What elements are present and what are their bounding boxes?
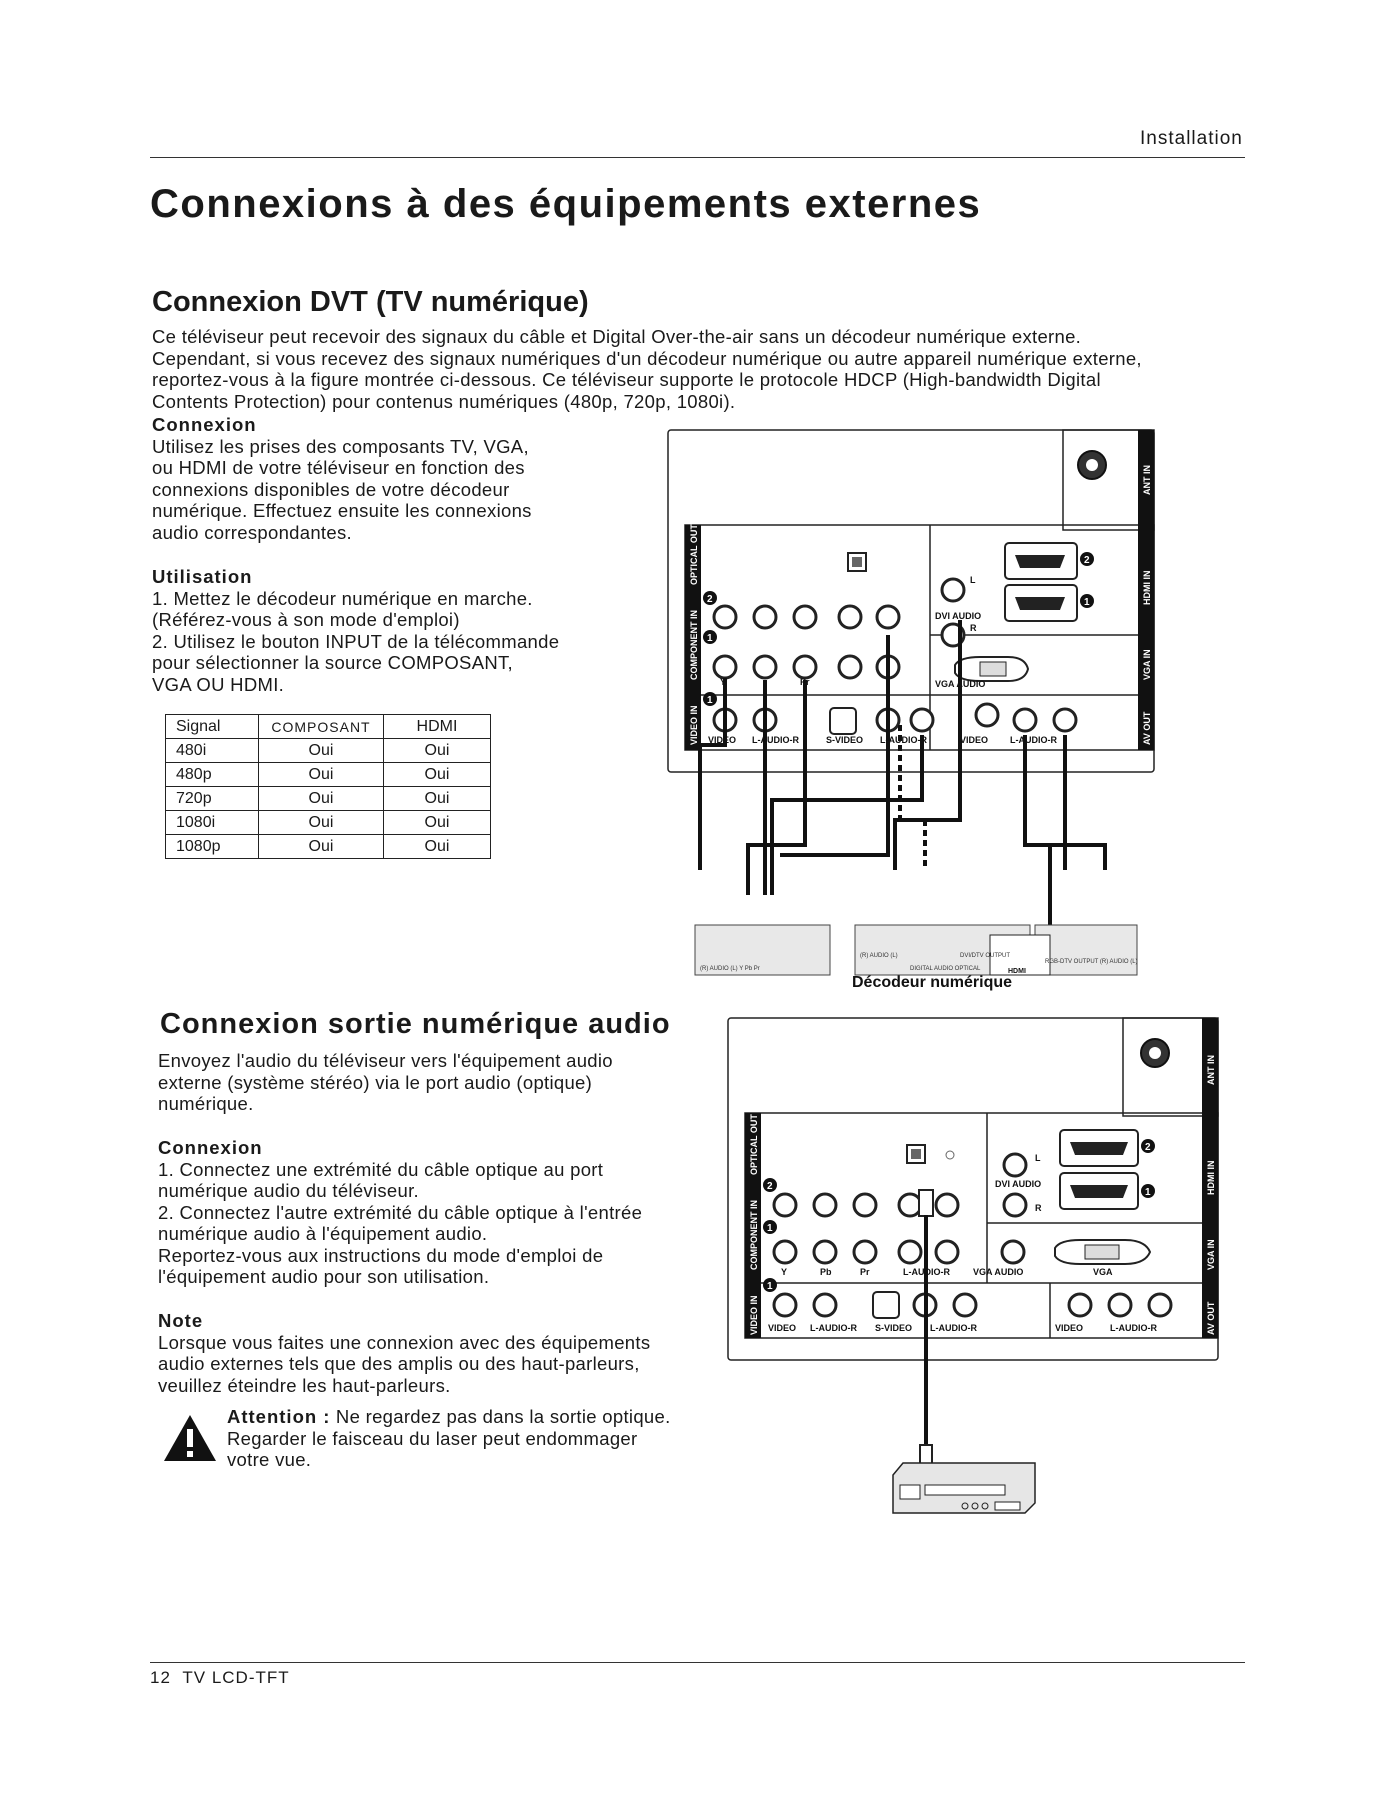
badge-1: 1 [1084, 597, 1090, 608]
video-label: VIDEO [768, 1323, 797, 1333]
av-out-label: AV OUT [1142, 711, 1152, 745]
dvi-audio-label: DVI AUDIO [995, 1179, 1042, 1189]
audio-connexion-line: numérique audio à l'équipement audio. [158, 1223, 488, 1244]
dvt-utilisation-line: 2. Utilisez le bouton INPUT de la télécommande [152, 630, 560, 652]
diagram-caption: Décodeur numérique [852, 974, 1013, 991]
dvt-intro-line: Ce téléviseur peut recevoir des signaux du câble et Digital Over-the-air sans un décodeur numérique externe. [152, 326, 1082, 347]
attention-label: Attention : [227, 1406, 331, 1427]
badge-1: 1 [707, 695, 713, 706]
dvt-connexion-line: ou HDMI de votre téléviseur en fonction des [152, 457, 525, 478]
attention-block [227, 1406, 727, 1471]
optical-cable [919, 1190, 933, 1495]
warning-icon [162, 1413, 218, 1463]
table-row [166, 739, 491, 763]
audio-note [158, 1310, 718, 1396]
comp-box-label: (R) AUDIO (L) Y Pb Pr [700, 966, 760, 972]
table-header-cell: Signal [166, 715, 259, 739]
audio-heading: Connexion sortie numérique audio [160, 1008, 671, 1040]
note-line: Lorsque vous faites une connexion avec des équipements [158, 1331, 651, 1353]
header-rule [150, 157, 1245, 158]
table-cell: Oui [384, 763, 491, 787]
signal-table [165, 714, 491, 859]
s-video-label: S-VIDEO [826, 735, 864, 745]
table-row [166, 835, 491, 859]
rgb-box-label: RGB-DTV OUTPUT (R) AUDIO (L) [1045, 959, 1138, 965]
hdmi-box-label: HDMI [1008, 968, 1026, 975]
dvi-box-output-label: DVI/DTV OUTPUT [960, 953, 1011, 959]
table-cell: 1080i [166, 811, 259, 835]
dvt-connexion [152, 414, 622, 543]
ant-in-label: ANT IN [1206, 1055, 1216, 1085]
table-header-cell: HDMI [384, 715, 491, 739]
audio-connexion-line: numérique audio du téléviseur. [158, 1180, 419, 1201]
av-out-label: AV OUT [1206, 1301, 1216, 1335]
dvt-utilisation-line: pour sélectionner la source COMPOSANT, [152, 652, 513, 673]
table-cell: Oui [384, 787, 491, 811]
component-in-label: COMPONENT IN [689, 609, 699, 680]
dvi-box-audio-label: (R) AUDIO (L) [860, 953, 898, 959]
pr-label: Pr [800, 677, 810, 687]
product-name: TV LCD-TFT [182, 1668, 290, 1687]
table-cell: Oui [259, 763, 384, 787]
table-cell: Oui [259, 787, 384, 811]
table-row [166, 763, 491, 787]
video-label: VIDEO [1055, 1323, 1084, 1333]
audio-intro-line: numérique. [158, 1093, 254, 1114]
video-label: VIDEO [960, 735, 989, 745]
attention-line: Regarder le faisceau du laser peut endommager [227, 1427, 638, 1449]
optical-out-label: OPTICAL OUT [689, 524, 699, 585]
dvt-connexion-line: Utilisez les prises des composants TV, VGA, [152, 435, 529, 457]
table-cell: Oui [384, 739, 491, 763]
table-cell: 480i [166, 739, 259, 763]
table-cell: Oui [384, 811, 491, 835]
dvi-audio-label: DVI AUDIO [935, 611, 982, 621]
table-header-cell: COMPOSANT [259, 715, 384, 739]
l-audio-r-label: L-AUDIO-R [903, 1267, 950, 1277]
table-cell: Oui [259, 811, 384, 835]
dvt-intro-line: Cependant, si vous recevez des signaux numériques d'un décodeur numérique ou autre appareil numérique externe, [152, 347, 1142, 369]
dvt-utilisation-line: 1. Mettez le décodeur numérique en marche. [152, 587, 533, 609]
table-row [166, 787, 491, 811]
s-video-jack-icon [830, 708, 856, 734]
dvt-connexion-line: numérique. Effectuez ensuite les connexions [152, 500, 532, 521]
dvt-utilisation [152, 566, 622, 695]
audio-intro-line: externe (système stéréo) via le port audio (optique) [158, 1071, 593, 1093]
l-label: L [970, 575, 976, 585]
component-in-label: COMPONENT IN [749, 1199, 759, 1270]
table-cell: 1080p [166, 835, 259, 859]
dvt-connexion-line: connexions disponibles de votre décodeur [152, 478, 510, 500]
optical-out-label: OPTICAL OUT [749, 1114, 759, 1175]
l-audio-r-label: L-AUDIO-R [810, 1323, 857, 1333]
s-video-label: S-VIDEO [875, 1323, 913, 1333]
table-cell: 480p [166, 763, 259, 787]
attention-text: Ne regardez pas dans la sortie optique. [330, 1406, 671, 1427]
badge-1: 1 [767, 1223, 773, 1234]
dvt-connexion-title: Connexion [152, 414, 257, 435]
note-title: Note [158, 1310, 204, 1331]
vga-audio-label: VGA AUDIO [935, 679, 986, 689]
dvt-intro-line: Contents Protection) pour contenus numériques (480p, 720p, 1080i). [152, 390, 736, 412]
l-audio-r-label: L-AUDIO-R [752, 735, 799, 745]
r-label: R [1035, 1203, 1042, 1213]
hdmi-in-label: HDMI IN [1142, 570, 1152, 605]
badge-2: 2 [707, 594, 713, 605]
vga-in-label: VGA IN [1206, 1239, 1216, 1270]
l-audio-r-label: L-AUDIO-R [930, 1323, 977, 1333]
badge-1: 1 [707, 633, 713, 644]
audio-connexion-line: 2. Connectez l'autre extrémité du câble optique à l'entrée [158, 1201, 643, 1223]
dvt-utilisation-line: (Référez-vous à son mode d'emploi) [152, 609, 460, 630]
pr-label: Pr [860, 1267, 870, 1277]
audio-connexion-line: l'équipement audio pour son utilisation. [158, 1266, 490, 1287]
page-footer [150, 1668, 290, 1688]
badge-1: 1 [1145, 1187, 1151, 1198]
table-cell: Oui [384, 835, 491, 859]
dvt-intro [152, 326, 1262, 412]
dvt-utilisation-line: VGA OU HDMI. [152, 673, 285, 695]
badge-1: 1 [767, 1281, 773, 1292]
ant-in-label: ANT IN [1142, 465, 1152, 495]
badge-2: 2 [1084, 555, 1090, 566]
audio-intro [158, 1050, 718, 1115]
audio-connexion [158, 1137, 718, 1288]
y-label: Y [720, 677, 727, 687]
note-line: audio externes tels que des amplis ou des haut-parleurs, [158, 1353, 640, 1374]
l-label: L [1035, 1153, 1041, 1163]
audio-connexion-title: Connexion [158, 1137, 263, 1158]
optical-connection-diagram [725, 1015, 1225, 1525]
hdmi-in-label: HDMI IN [1206, 1160, 1216, 1195]
vga-in-label: VGA IN [1142, 649, 1152, 680]
audio-intro-line: Envoyez l'audio du téléviseur vers l'équipement audio [158, 1050, 613, 1071]
video-in-label: VIDEO IN [749, 1295, 759, 1335]
r-label: R [970, 623, 977, 633]
table-cell: Oui [259, 739, 384, 763]
audio-connexion-line: Reportez-vous aux instructions du mode d'emploi de [158, 1244, 604, 1266]
footer-rule [150, 1662, 1245, 1663]
vga-label: VGA [1093, 1267, 1113, 1277]
dvi-box-optical-label: DIGITAL AUDIO OPTICAL [910, 966, 981, 972]
l-audio-r-label: L-AUDIO-R [880, 735, 927, 745]
dvt-heading: Connexion DVT (TV numérique) [152, 286, 589, 318]
table-header-row [166, 715, 491, 739]
table-cell: Oui [259, 835, 384, 859]
dvt-utilisation-title: Utilisation [152, 566, 253, 587]
y-label: Y [781, 1267, 788, 1277]
table-row [166, 811, 491, 835]
dvt-connexion-line: audio correspondantes. [152, 521, 352, 543]
dvt-intro-line: reportez-vous à la figure montrée ci-dessous. Ce téléviseur supporte le protocole HDCP (High-bandwidth Digital [152, 369, 1101, 390]
table-cell: 720p [166, 787, 259, 811]
page-number: 12 [150, 1668, 171, 1687]
video-label: VIDEO [708, 735, 737, 745]
audio-connexion-line: 1. Connectez une extrémité du câble optique au port [158, 1158, 604, 1180]
attention-line: votre vue. [227, 1449, 312, 1470]
badge-2: 2 [767, 1181, 773, 1192]
badge-2: 2 [1145, 1142, 1151, 1153]
l-audio-r-label: L-AUDIO-R [1110, 1323, 1157, 1333]
video-in-label: VIDEO IN [689, 705, 699, 745]
section-label: Installation [1140, 128, 1243, 149]
vga-audio-label: VGA AUDIO [973, 1267, 1024, 1277]
l-audio-r-label: L-AUDIO-R [1010, 735, 1057, 745]
pb-label: Pb [820, 1267, 832, 1277]
note-line: veuillez éteindre les haut-parleurs. [158, 1374, 451, 1396]
audio-receiver-icon [893, 1463, 1035, 1513]
attention-line [227, 1406, 727, 1428]
page-title: Connexions à des équipements externes [150, 182, 982, 226]
dvt-connection-diagram [660, 425, 1160, 995]
s-video-jack-icon [873, 1292, 899, 1318]
